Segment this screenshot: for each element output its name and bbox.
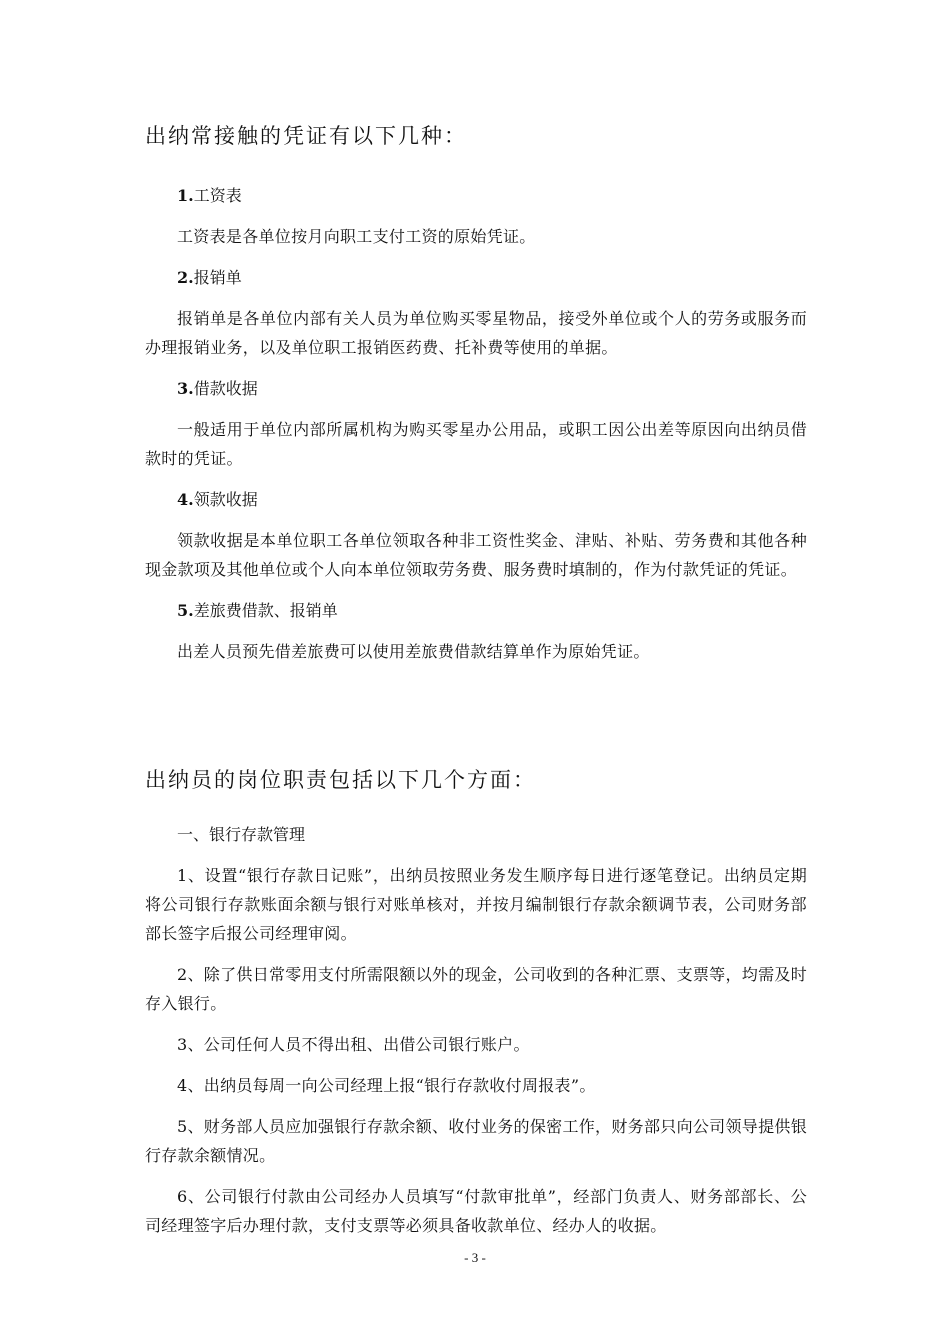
section1-title: 出纳常接触的凭证有以下几种： [145,124,467,148]
duty-paragraph-5: 5、财务部人员应加强银行存款余额、收付业务的保密工作，财务部只向公司领导提供银行存款余额情况。 [145,1117,807,1165]
duty-paragraph-1: 1、设置“银行存款日记账”，出纳员按照业务发生顺序每日进行逐笔登记。出纳员定期将公司银行存款账面余额与银行对账单核对，并按月编制银行存款余额调节表，公司财务部部长签字后报公司经理审阅。 [145,866,807,943]
item5-text: 出差人员预先借差旅费可以使用差旅费借款结算单作为原始凭证。 [177,642,650,661]
page-number: - 3 - [464,1250,486,1265]
section1-body [145,181,807,666]
item3-label: 借款收据 [193,379,258,398]
item5-heading [145,596,807,625]
item4-label: 领款收据 [193,490,258,509]
item3-text: 一般适用于单位内部所属机构为购买零星办公用品，或职工因公出差等原因向出纳员借款时的凭证。 [145,420,807,468]
item4-heading [145,485,807,514]
item3-heading [145,374,807,403]
item4-number: 4. [177,490,194,509]
item1-label: 工资表 [193,186,242,205]
duty-paragraph-3: 3、公司任何人员不得出租、出借公司银行账户。 [177,1035,530,1054]
item1-number: 1. [177,186,194,205]
duty-paragraph-4: 4、出纳员每周一向公司经理上报“银行存款收付周报表”。 [177,1076,596,1095]
item3-number: 3. [177,379,194,398]
item2-heading [145,263,807,292]
item2-number: 2. [177,268,194,287]
item5-label: 差旅费借款、报销单 [193,601,338,620]
item4-text: 领款收据是本单位职工各单位领取各种非工资性奖金、津贴、补贴、劳务费和其他各种现金款项及其他单位或个人向本单位领取劳务费、服务费时填制的，作为付款凭证的凭证。 [145,531,807,579]
duty-paragraph-6: 6、公司银行付款由公司经办人员填写“付款审批单”，经部门负责人、财务部部长、公司经理签字后办理付款，支付支票等必须具备收款单位、经办人的收据。 [145,1187,807,1235]
section2-subtitle: 一、银行存款管理 [177,825,306,844]
item2-label: 报销单 [193,268,242,287]
section2-header [145,764,807,794]
item2-text: 报销单是各单位内部有关人员为单位购买零星物品，接受外单位或个人的劳务或服务而办理报销业务，以及单位职工报销医药费、托补费等使用的单据。 [145,309,807,357]
item1-heading [145,181,807,210]
section2-body [145,820,807,1240]
item1-text: 工资表是各单位按月向职工支付工资的原始凭证。 [177,227,536,246]
duty-paragraph-2: 2、除了供日常零用支付所需限额以外的现金，公司收到的各种汇票、支票等，均需及时存入银行。 [145,965,807,1013]
item5-number: 5. [177,601,194,620]
section2-title: 出纳员的岗位职责包括以下几个方面： [145,768,536,792]
section1-header [145,120,807,150]
